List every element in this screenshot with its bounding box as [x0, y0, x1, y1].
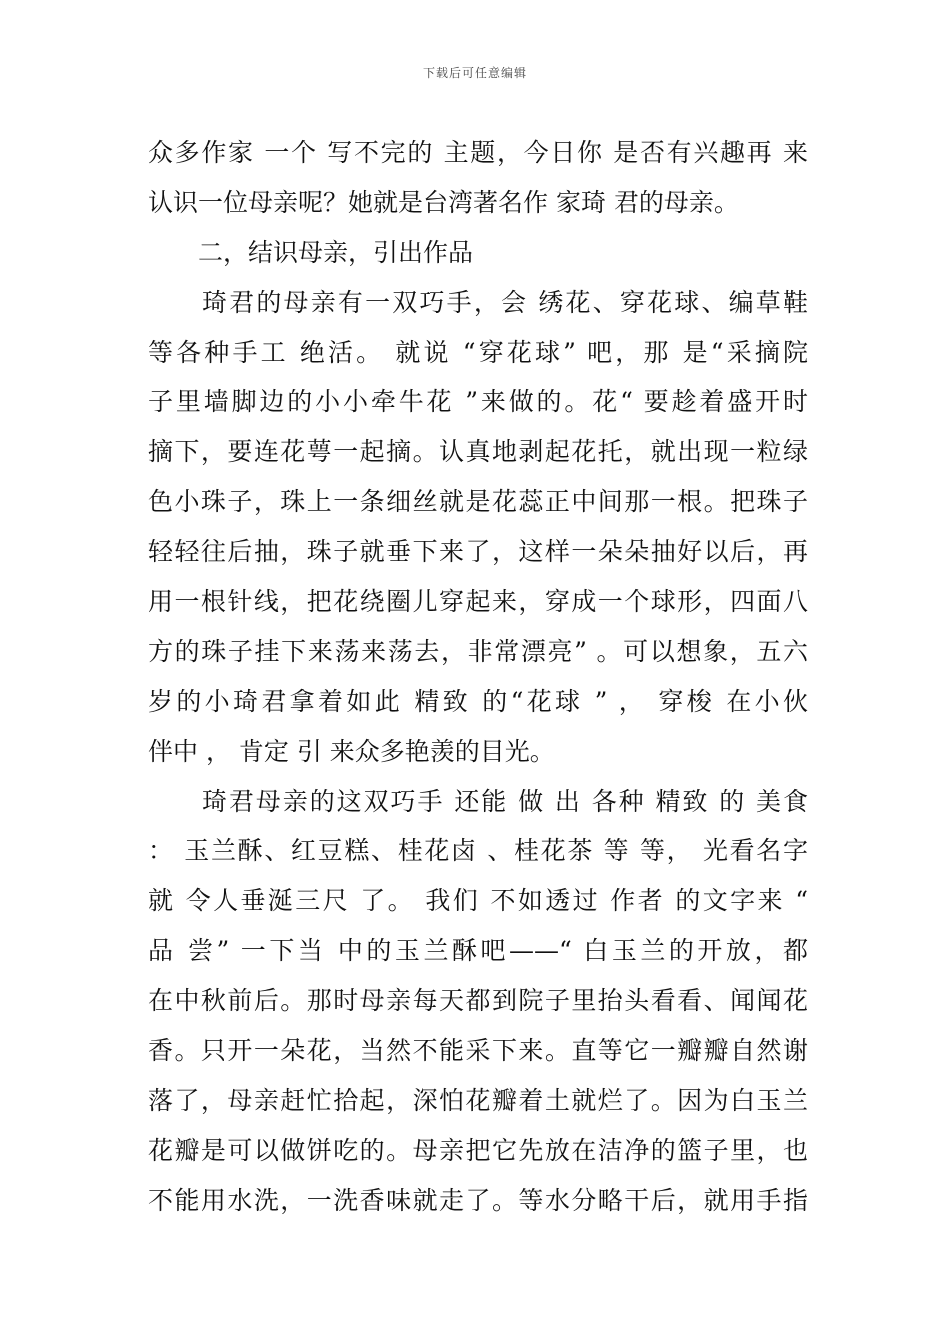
text-line: 色小珠子，珠上一条细丝就是花蕊正中间那一根。把珠子 — [148, 487, 808, 517]
text-line: 摘下，要连花萼一起摘。认真地剥起花托，就出现一粒绿 — [148, 437, 808, 467]
section-heading: 二，结识母亲，引出作品 — [198, 237, 474, 267]
text-line: 子里墙脚边的小小牵牛花 ”来做的。花“ 要趁着盛开时 — [148, 387, 808, 417]
text-line: 不能用水洗，一洗香味就走了。等水分略干后，就用手指 — [148, 1185, 808, 1215]
page-header: 下载后可任意编辑 — [422, 66, 527, 80]
paragraph-first-line: 琦君的母亲有一双巧手，会 绣花、穿花球、编草鞋 — [202, 287, 808, 317]
text-line: 岁的小琦君拿着如此 精致 的“花球 ” ， 穿梭 在小伙 — [148, 686, 808, 716]
text-line: 在中秋前后。那时母亲每天都到院子里抬头看看、闻闻花 — [148, 986, 808, 1016]
body-text — [148, 128, 808, 1226]
text-line: 方的珠子挂下来荡来荡去，非常漂亮” 。可以想象，五六 — [148, 636, 808, 666]
text-line: 香。只开一朵花，当然不能采下来。直等它一瓣瓣自然谢 — [148, 1036, 808, 1066]
text-line: ： 玉兰酥、红豆糕、桂花卤 、桂花茶 等 等， 光看名字 — [148, 836, 808, 866]
text-line: 众多作家 一个 写不完的 主题，今日你 是否有兴趣再 来 — [148, 138, 808, 167]
text-line: 伴中 ， 肯定 引 来众多艳羡的目光。 — [148, 736, 555, 766]
text-line: 品 尝” 一下当 中的玉兰酥吧——“ 白玉兰的开放，都 — [148, 936, 808, 966]
paragraph-first-line: 琦君母亲的这双巧手 还能 做 出 各种 精致 的 美食 — [202, 786, 808, 816]
text-line: 等各种手工 绝活。 就说 “穿花球” 吧，那 是“采摘院 — [148, 337, 808, 367]
text-line: 用一根针线，把花绕圈儿穿起来，穿成一个球形，四面八 — [148, 587, 808, 617]
text-line: 认识一位母亲呢？她就是台湾著名作 家琦 君的母亲。 — [148, 187, 739, 217]
text-line: 轻轻往后抽，珠子就垂下来了，这样一朵朵抽好以后，再 — [148, 537, 808, 567]
text-line: 落了，母亲赶忙拾起，深怕花瓣着土就烂了。因为白玉兰 — [148, 1085, 808, 1115]
text-line: 花瓣是可以做饼吃的。母亲把它先放在洁净的篮子里，也 — [148, 1135, 808, 1165]
text-line: 就 令人垂涎三尺 了。 我们 不如透过 作者 的文字来 “ — [148, 886, 808, 916]
